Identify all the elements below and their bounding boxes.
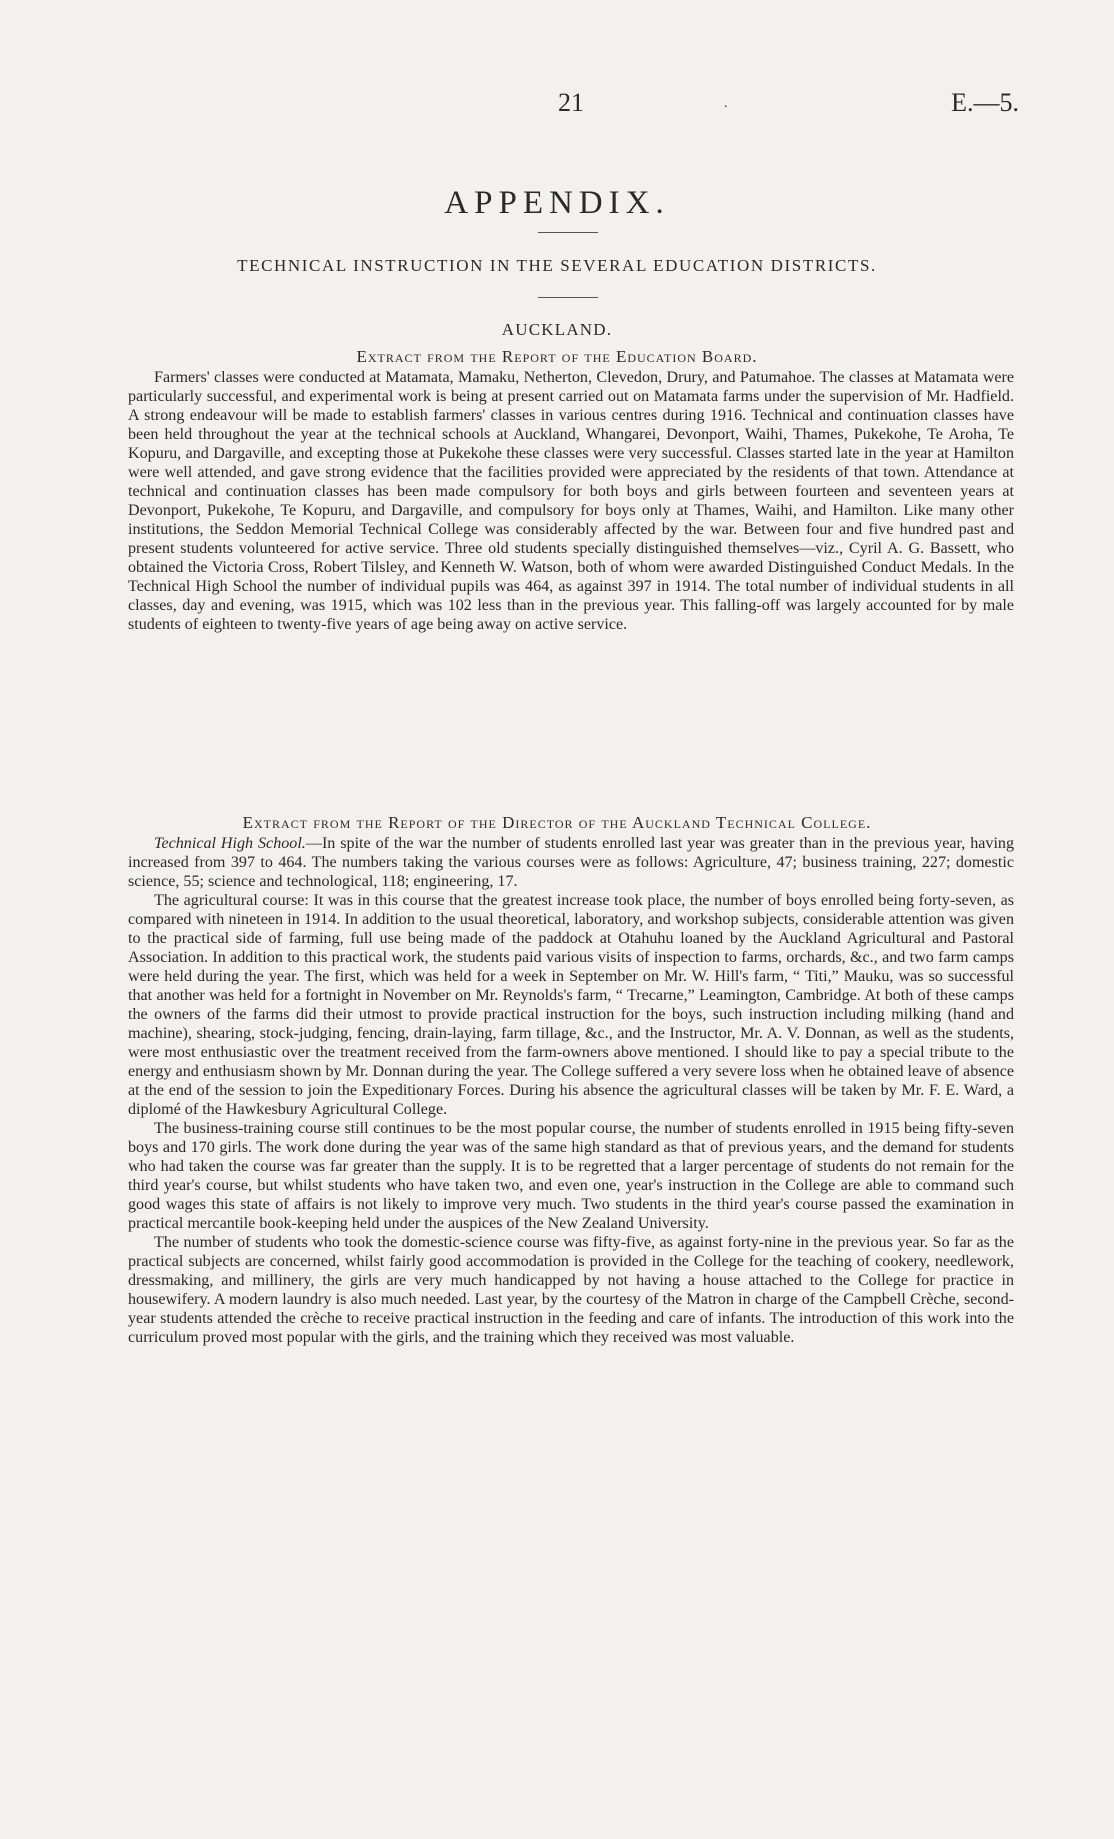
board-report-body	[128, 368, 1014, 634]
high-school-lead: Technical High School.	[154, 835, 306, 852]
board-report-paragraph: Farmers' classes were conducted at Matamata, Mamaku, Netherton, Clevedon, Drury, and Patumahoe. The classes at Matamata were particularly successful, and experimental work is being at present carried out on Matamata farms under the supervision of Mr. Hadfield. A strong endeavour will be made to establish farmers' classes in various centres during 1916. Technical and continuation classes have been held throughout the year at the technical schools at Auckland, Whangarei, Devonport, Waihi, Thames, Pukekohe, Te Aroha, Te Kopuru, and Dargaville, and excepting those at Pukekohe these classes were very successful. Classes started late in the year at Hamilton were well attended, and gave strong evidence that the facilities provided were appreciated by the residents of that town. Attendance at technical and continuation classes has been made compulsory for both boys and girls between fourteen and seventeen years at Devonport, Pukekohe, Te Kopuru, and Dargaville, and compulsory for boys only at Thames, Waihi, and Hamilton. Like many other institutions, the Seddon Memorial Technical College was considerably affected by the war. Between four and five hundred past and present students volunteered for active service. Three old students specially distinguished themselves—viz., Cyril A. G. Bassett, who obtained the Victoria Cross, Robert Tilsley, and Kenneth W. Watson, both of whom were awarded Distinguished Conduct Medals. In the Technical High School the number of individual pupils was 464, as against 397 in 1914. The total number of individual students in all classes, day and evening, was 1915, which was 102 less than in the previous year. This falling-off was largely accounted for by male students of eighteen to twenty-five years of age being away on active service.	[128, 369, 1014, 633]
director-report-heading: Extract from the Report of the Director of the Auckland Technical College.	[242, 813, 872, 832]
board-report-heading: Extract from the Report of the Education Board.	[356, 347, 758, 366]
page-number: 21	[558, 88, 584, 117]
document-reference: E.—5.	[951, 88, 1019, 117]
page-header	[0, 88, 1114, 128]
appendix-title: APPENDIX.	[444, 185, 670, 221]
subtitle-divider	[538, 297, 598, 298]
section-subtitle: TECHNICAL INSTRUCTION IN THE SEVERAL EDUCATION DISTRICTS.	[237, 256, 877, 275]
business-training-paragraph: The business-training course still continues to be the most popular course, the number of students enrolled in 1915 being fifty-seven boys and 170 girls. The work done during the year was of the same high standard as that of previous years, and the demand for students who had taken the course was far greater than the supply. It is to be regretted that a larger percentage of students do not remain for the third year's course, but whilst students who have taken two, and even one, year's instruction in the College are able to command such good wages this state of affairs is not likely to improve very much. Two students in the third year's course passed the examination in practical mercantile book-keeping held under the auspices of the New Zealand University.	[128, 1120, 1014, 1232]
region-heading: AUCKLAND.	[501, 320, 613, 339]
title-divider	[538, 232, 598, 233]
header-dot: .	[724, 96, 728, 111]
director-report-body	[128, 834, 1014, 1347]
high-school-paragraph	[128, 834, 1014, 891]
domestic-science-paragraph: The number of students who took the domestic-science course was fifty-five, as against forty-nine in the previous year. So far as the practical subjects are concerned, whilst fairly good accommodation is provided in the College for the teaching of cookery, needlework, dressmaking, and millinery, the girls are very much handicapped by not having a house attached to the College for practice in housewifery. A modern laundry is also much needed. Last year, by the courtesy of the Matron in charge of the Campbell Crèche, second-year students attended the crèche to receive practical instruction in the feeding and care of infants. The introduction of this work into the curriculum proved most popular with the girls, and the training which they received was most valuable.	[128, 1234, 1014, 1346]
high-school-text: —In spite of the war the number of students enrolled last year was greater than in the previous year, having increased from 397 to 464. The numbers taking the various courses were as follows: Agriculture, 47; business training, 227; domestic science, 55; science and technological, 118; engineering, 17.	[128, 835, 1015, 890]
agricultural-course-paragraph: The agricultural course: It was in this course that the greatest increase took place, the number of boys enrolled being forty-seven, as compared with nineteen in 1914. In addition to the usual theoretical, laboratory, and workshop subjects, considerable attention was given to the practical side of farming, full use being made of the paddock at Otahuhu loaned by the Auckland Agricultural and Pastoral Association. In addition to this practical work, the students paid various visits of inspection to farms, orchards, &c., and two farm camps were held during the year. The first, which was held for a week in September on Mr. W. Hill's farm, “ Titi,” Mauku, was so successful that another was held for a fortnight in November on Mr. Reynolds's farm, “ Trecarne,” Leamington, Cambridge. At both of these camps the owners of the farms did their utmost to provide practical instruction for the boys, such instruction including milking (hand and machine), shearing, stock-judging, fencing, drain-laying, farm tillage, &c., and the Instructor, Mr. A. V. Donnan, as well as the students, were most enthusiastic over the treatment received from the farm-owners above mentioned. I should like to pay a special tribute to the energy and enthusiasm shown by Mr. Donnan during the year. The College suffered a very severe loss when he obtained leave of absence at the end of the session to join the Expeditionary Forces. During his absence the agricultural classes will be taken by Mr. F. E. Ward, a diplomé of the Hawkesbury Agricultural College.	[128, 892, 1014, 1118]
